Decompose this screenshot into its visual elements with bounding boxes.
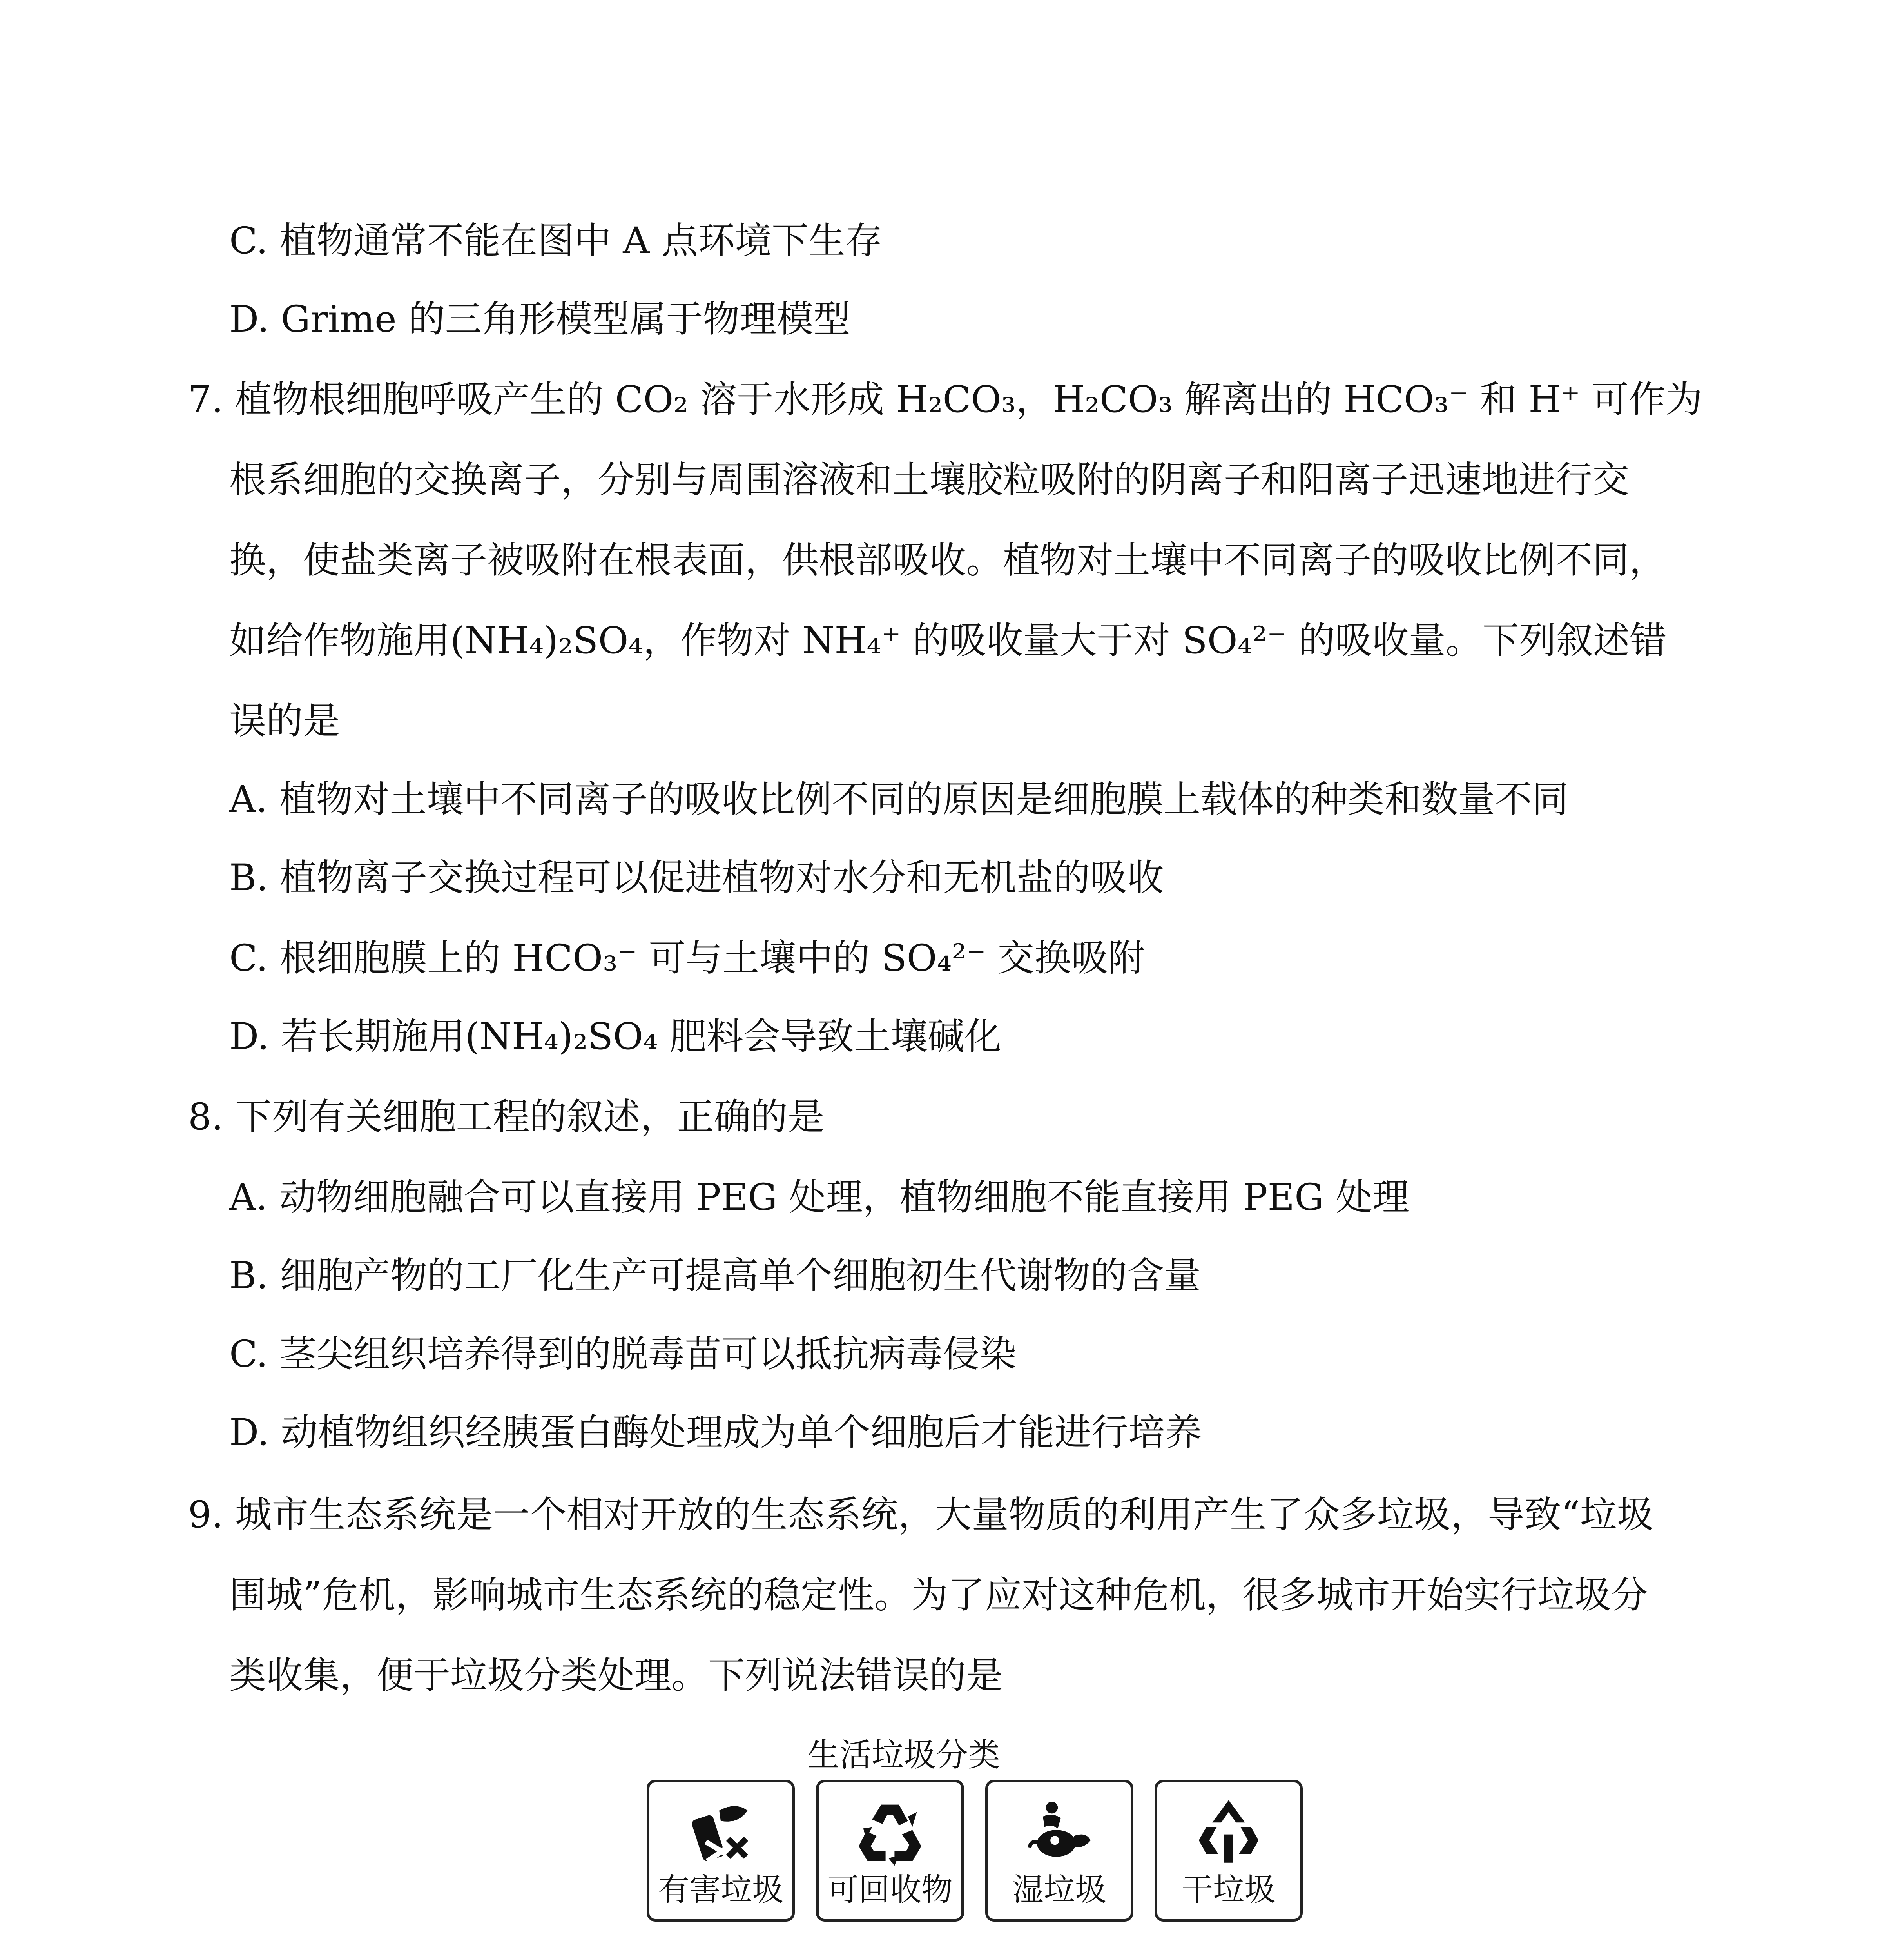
bin-label: 湿垃圾 [1012,1871,1106,1908]
q8-option-a: A. 动物细胞融合可以直接用 PEG 处理，植物细胞不能直接用 PEG 处理 [229,1176,1410,1219]
q7-option-b: B. 植物离子交换过程可以促进植物对水分和无机盐的吸收 [229,857,1164,899]
q7-stem-line-2: 根系细胞的交换离子，分别与周围溶液和土壤胶粒吸附的阴离子和阳离子迅速地进行交 [229,459,1630,501]
q7-stem-line-5: 误的是 [229,700,340,742]
bin-dry [1155,1780,1303,1922]
figure-title: 生活垃圾分类 [807,1737,1001,1774]
q9-stem-line-2: 围城”危机，影响城市生态系统的稳定性。为了应对这种危机，很多城市开始实行垃圾分 [229,1574,1648,1617]
q7-stem-line-4: 如给作物施用(NH₄)₂SO₄，作物对 NH₄⁺ 的吸收量大于对 SO₄²⁻ 的吸收量。下列叙述错 [229,619,1667,662]
q6-option-d: D. Grime 的三角形模型属于物理模型 [229,298,850,341]
q8-option-b: B. 细胞产物的工厂化生产可提高单个细胞初生代谢物的含量 [229,1254,1201,1297]
q7-stem-line-1: 7. 植物根细胞呼吸产生的 CO₂ 溶于水形成 H₂CO₃，H₂CO₃ 解离出的 HCO₃⁻ 和 H⁺ 可作为 [188,378,1702,421]
q8-option-c: C. 茎尖组织培养得到的脱毒苗可以抵抗病毒侵染 [229,1333,1017,1376]
recycle-icon [819,1794,961,1873]
bin-label: 干垃圾 [1182,1871,1276,1908]
residual-waste-icon [1157,1794,1300,1873]
bin-wet [985,1780,1133,1922]
waste-bins-figure [647,1780,1305,1929]
bin-recyclable [816,1780,964,1922]
food-waste-icon [988,1794,1131,1873]
bin-label: 可回收物 [827,1871,953,1908]
q6-option-c: C. 植物通常不能在图中 A 点环境下生存 [229,220,882,262]
q7-option-d: D. 若长期施用(NH₄)₂SO₄ 肥料会导致土壤碱化 [229,1015,1001,1058]
hazardous-waste-icon [649,1794,792,1873]
q7-option-c: C. 根细胞膜上的 HCO₃⁻ 可与土壤中的 SO₄²⁻ 交换吸附 [229,937,1145,980]
q9-stem-line-3: 类收集，便于垃圾分类处理。下列说法错误的是 [229,1654,1003,1697]
q8-stem: 8. 下列有关细胞工程的叙述，正确的是 [188,1096,825,1138]
q7-stem-line-3: 换，使盐类离子被吸附在根表面，供根部吸收。植物对土壤中不同离子的吸收比例不同， [229,539,1666,582]
q8-option-d: D. 动植物组织经胰蛋白酶处理成为单个细胞后才能进行培养 [229,1411,1202,1454]
bin-label: 有害垃圾 [658,1871,783,1908]
q9-stem-line-1: 9. 城市生态系统是一个相对开放的生态系统，大量物质的利用产生了众多垃圾，导致“垃圾 [188,1494,1654,1536]
q7-option-a: A. 植物对土壤中不同离子的吸收比例不同的原因是细胞膜上载体的种类和数量不同 [229,778,1569,821]
bin-hazardous [647,1780,795,1922]
